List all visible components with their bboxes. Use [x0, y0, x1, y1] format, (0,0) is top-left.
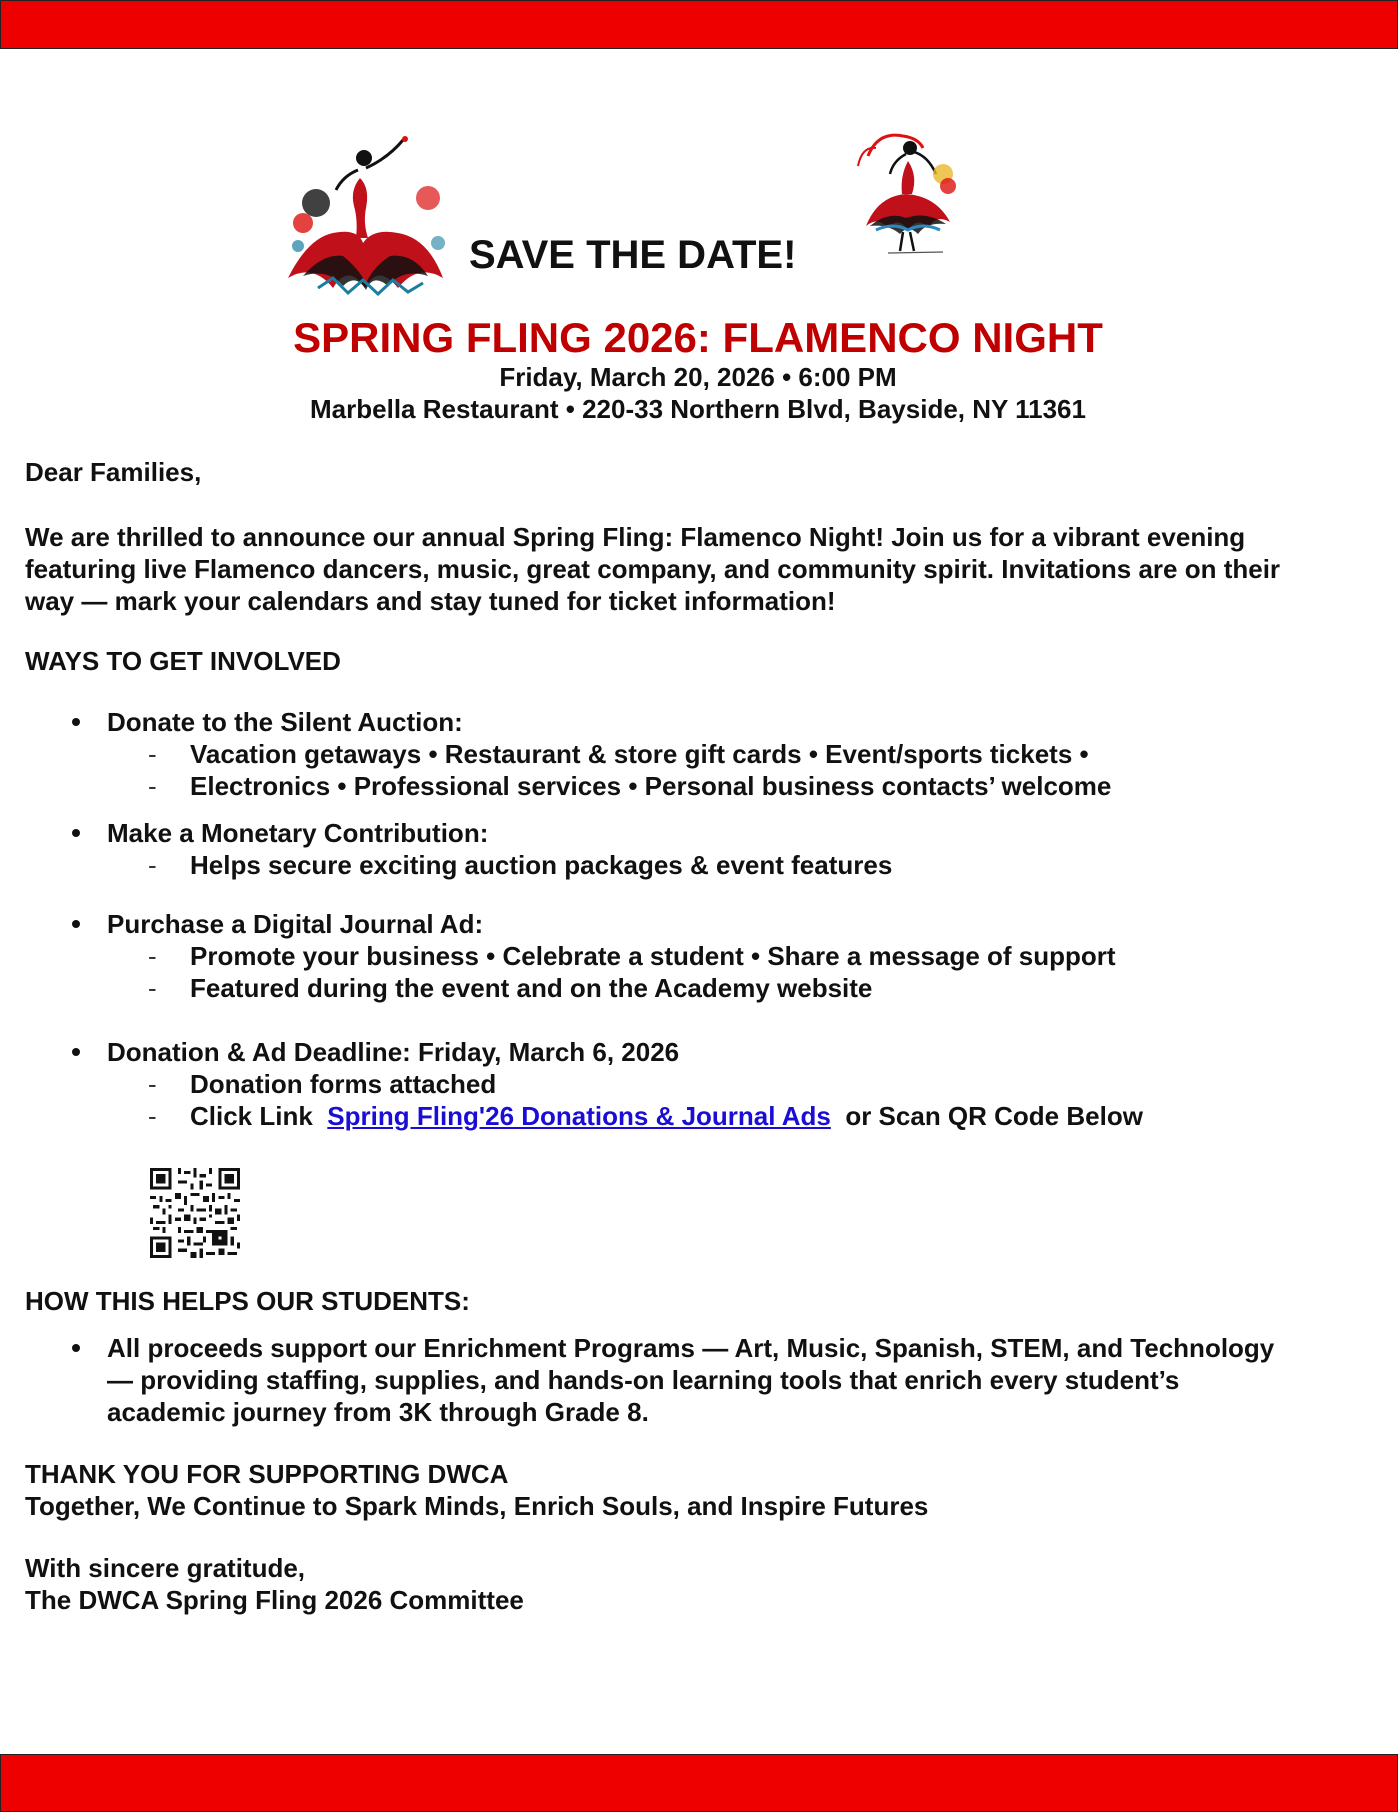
donation-forms-item: - Donation forms attached [190, 1068, 496, 1100]
event-title: SPRING FLING 2026: FLAMENCO NIGHT [293, 314, 1103, 361]
signoff: With sincere gratitude, [25, 1553, 306, 1583]
flamenco-dancer-left-icon [288, 136, 445, 294]
journal-item: - Featured during the event and on the Academy website [190, 972, 872, 1004]
auction-item: - Vacation getaways • Restaurant & store gift cards • Event/sports tickets • [190, 738, 1089, 770]
intro-line: We are thrilled to announce our annual Spring Fling: Flamenco Night! Join us for a vibrant evening [25, 522, 1246, 552]
intro-line: way — mark your calendars and stay tuned for ticket information! [25, 586, 836, 616]
auction-item: - Electronics • Professional services • Personal business contacts’ welcome [190, 770, 1111, 802]
proceeds-line: All proceeds support our Enrichment Programs — Art, Music, Spanish, STEM, and Technology [107, 1333, 1275, 1363]
deadline-bullet: Donation & Ad Deadline: Friday, March 6, 2026 [107, 1037, 680, 1067]
flamenco-dancer-right-icon [858, 135, 956, 253]
top-red-band [0, 0, 1398, 49]
flamenco-dancer-right-illustration [848, 126, 973, 266]
ways-heading: WAYS TO GET INVOLVED [25, 646, 341, 676]
proceeds-line: academic journey from 3K through Grade 8. [107, 1397, 649, 1427]
journal-bullet: Purchase a Digital Journal Ad: [107, 909, 484, 939]
greeting: Dear Families, [25, 457, 202, 487]
signature: The DWCA Spring Fling 2026 Committee [25, 1585, 524, 1615]
intro-line: featuring live Flamenco dancers, music, great company, and community spirit. Invitations are on their [25, 554, 1281, 584]
thank-you-heading: THANK YOU FOR SUPPORTING DWCA [25, 1459, 509, 1489]
save-the-date-heading: SAVE THE DATE! [469, 233, 797, 277]
proceeds-line: — providing staffing, supplies, and hands-on learning tools that enrich every student’s [107, 1365, 1180, 1395]
click-link-item [190, 1100, 1143, 1132]
monetary-bullet: Make a Monetary Contribution: [107, 818, 489, 848]
qr-code-icon[interactable] [150, 1168, 240, 1258]
auction-bullet: Donate to the Silent Auction: [107, 707, 463, 737]
event-date-time: Friday, March 20, 2026 • 6:00 PM [499, 362, 897, 392]
flamenco-dancer-left-illustration [278, 128, 453, 303]
bottom-red-band [0, 1754, 1398, 1812]
proceeds-bullet [107, 1332, 1382, 1428]
click-link-prefix: Click Link [190, 1101, 313, 1131]
event-venue: Marbella Restaurant • 220-33 Northern Blvd, Bayside, NY 11361 [310, 394, 1086, 424]
click-link-suffix: or Scan QR Code Below [845, 1101, 1143, 1131]
journal-item: - Promote your business • Celebrate a student • Share a message of support [190, 940, 1116, 972]
intro-paragraph [25, 521, 1380, 617]
monetary-item: - Helps secure exciting auction packages & event features [190, 849, 892, 881]
how-it-helps-heading: HOW THIS HELPS OUR STUDENTS: [25, 1286, 470, 1316]
motto: Together, We Continue to Spark Minds, Enrich Souls, and Inspire Futures [25, 1491, 929, 1521]
donations-journal-link[interactable]: Spring Fling'26 Donations & Journal Ads [327, 1101, 831, 1131]
